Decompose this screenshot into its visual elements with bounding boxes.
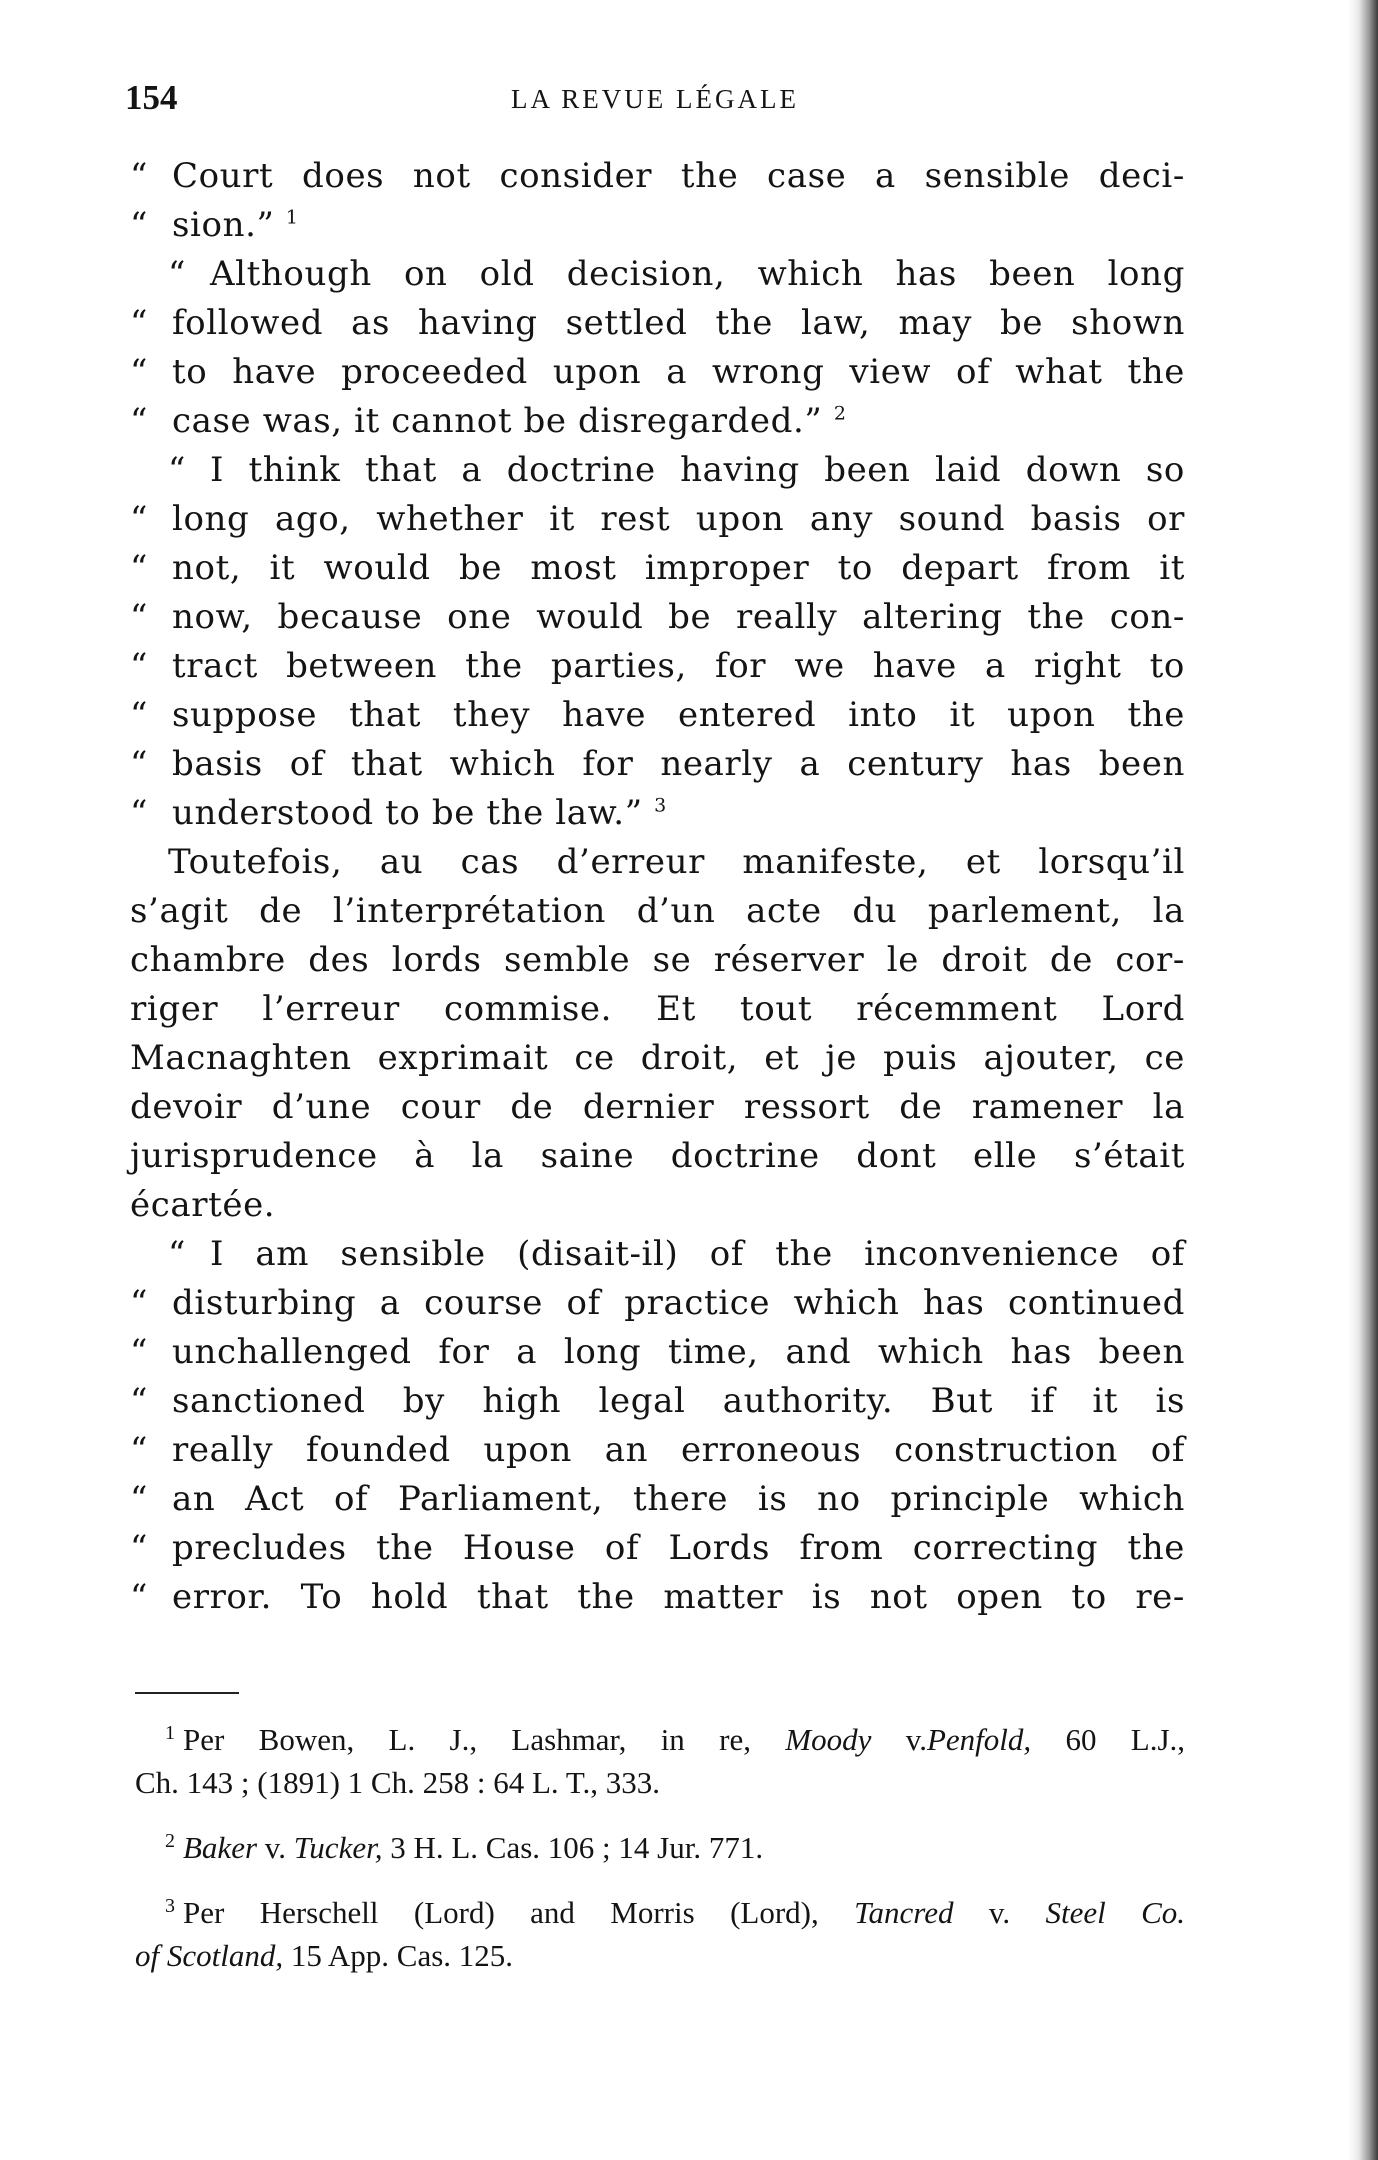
text-line: chambre des lords semble se réserver le droit de cor- — [130, 940, 1185, 980]
text-line: “ precludes the House of Lords from correcting the — [130, 1524, 1185, 1573]
quote-mark: “ — [130, 695, 148, 735]
footnote-line: of Scotland, 15 App. Cas. 125. — [135, 1938, 514, 1973]
footnote-line: Ch. 143 ; (1891) 1 Ch. 258 : 64 L. T., 333. — [135, 1765, 660, 1800]
body-text — [130, 152, 1185, 1622]
quote-mark: “ — [130, 1528, 148, 1568]
text-line: “ to have proceeded upon a wrong view of what the — [130, 348, 1185, 397]
text-line: “ Although on old decision, which has been long — [130, 250, 1185, 299]
text-line: “ understood to be the law.” $^3$ — [130, 789, 1185, 838]
text-line: “ an Act of Parliament, there is no principle which — [130, 1475, 1185, 1524]
quote-mark: “ — [130, 352, 148, 392]
text-line: Toutefois, au cas d’erreur manifeste, et lorsqu’il — [168, 842, 1185, 882]
text-line: “ sion.” $^1$ — [130, 201, 1185, 250]
quote-mark: “ — [130, 793, 148, 833]
text-line: “ case was, it cannot be disregarded.” $^2$ — [130, 397, 1185, 446]
page-number: 154 — [125, 78, 178, 117]
quote-mark: “ — [168, 254, 186, 294]
quote-mark: “ — [130, 597, 148, 637]
footnote-mark: 3 — [165, 1894, 175, 1917]
footnote-line: $^3$ Per Herschell (Lord) and Morris (Lord), Tancred v. Steel Co. — [165, 1894, 1186, 1930]
page-scan-edge — [1348, 0, 1378, 2160]
text-line: “ tract between the parties, for we have a right to — [130, 642, 1185, 691]
footnote-line: $^1$ Per Bowen, L. J., Lashmar, in re, Moody v.Penfold, 60 L.J., — [165, 1721, 1186, 1757]
page-header — [125, 78, 1185, 124]
footnote-1 — [135, 1718, 1185, 1804]
quote-mark: “ — [130, 401, 148, 441]
text-line: devoir d’une cour de dernier ressort de ramener la — [130, 1087, 1185, 1127]
quote-mark: “ — [168, 1234, 186, 1274]
footnote-2 — [135, 1826, 1185, 1869]
text-line: “ now, because one would be really altering the con- — [130, 593, 1185, 642]
text-line: “ error. To hold that the matter is not open to re- — [130, 1573, 1185, 1622]
footnote-separator — [135, 1692, 239, 1694]
text-line: jurisprudence à la saine doctrine dont elle s’était — [130, 1136, 1185, 1176]
quote-mark: “ — [130, 303, 148, 343]
quote-mark: “ — [130, 205, 148, 245]
footnote-line: $^2$ Baker v. Tucker, 3 H. L. Cas. 106 ; 14 Jur. 771. — [165, 1829, 764, 1865]
quote-mark: “ — [130, 1283, 148, 1323]
quote-mark: “ — [130, 1577, 148, 1617]
footnote-reference: 1 — [285, 206, 299, 229]
quote-mark: “ — [130, 1381, 148, 1421]
text-line: “ disturbing a course of practice which has continued — [130, 1279, 1185, 1328]
text-line: écartée. — [130, 1185, 276, 1225]
quote-mark: “ — [130, 1332, 148, 1372]
text-line: “ really founded upon an erroneous construction of — [130, 1426, 1185, 1475]
quote-mark: “ — [130, 156, 148, 196]
footnote-mark: 1 — [165, 1721, 175, 1744]
text-line: riger l’erreur commise. Et tout récemment Lord — [130, 989, 1185, 1029]
text-line: Macnaghten exprimait ce droit, et je puis ajouter, ce — [130, 1038, 1185, 1078]
text-line: “ followed as having settled the law, may be shown — [130, 299, 1185, 348]
footnote-3 — [135, 1891, 1185, 1977]
footnote-reference: 3 — [654, 794, 667, 817]
quote-mark: “ — [130, 646, 148, 686]
footnotes — [135, 1718, 1185, 1977]
footnote-mark: 2 — [165, 1829, 175, 1852]
quote-mark: “ — [130, 1479, 148, 1519]
text-line: “ not, it would be most improper to depart from it — [130, 544, 1185, 593]
text-line: “ suppose that they have entered into it upon the — [130, 691, 1185, 740]
text-line: “ I am sensible (disait-il) of the inconvenience of — [130, 1230, 1185, 1279]
text-line: “ I think that a doctrine having been laid down so — [130, 446, 1185, 495]
text-line: “ long ago, whether it rest upon any sound basis or — [130, 495, 1185, 544]
quote-mark: “ — [168, 450, 186, 490]
quote-mark: “ — [130, 548, 148, 588]
quote-mark: “ — [130, 744, 148, 784]
footnote-reference: 2 — [833, 402, 847, 425]
text-line: “ Court does not consider the case a sensible deci- — [130, 152, 1185, 201]
text-line: “ sanctioned by high legal authority. But if it is — [130, 1377, 1185, 1426]
text-line: “ basis of that which for nearly a century has been — [130, 740, 1185, 789]
running-title: LA REVUE LÉGALE — [511, 84, 799, 114]
quote-mark: “ — [130, 499, 148, 539]
text-line: “ unchallenged for a long time, and which has been — [130, 1328, 1185, 1377]
text-line: s’agit de l’interprétation d’un acte du parlement, la — [130, 891, 1185, 931]
quote-mark: “ — [130, 1430, 148, 1470]
